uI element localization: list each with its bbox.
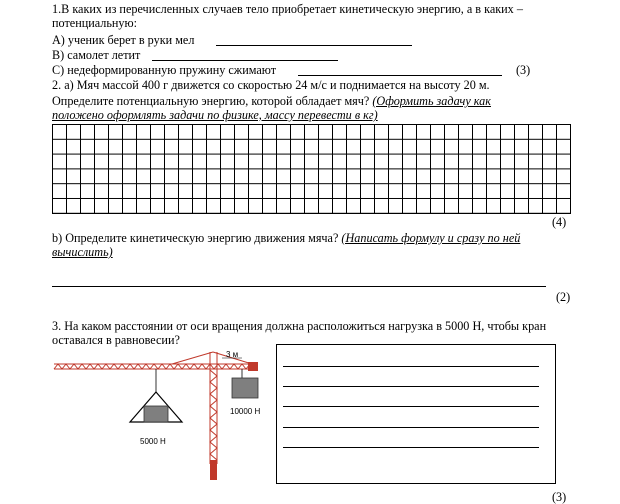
answer-grid[interactable]: [52, 124, 571, 214]
q1-line2: потенциальную:: [52, 16, 138, 30]
q2b-answer-line[interactable]: [52, 286, 546, 287]
q2b-hint-part1: (Написать формулу и сразу по ней: [341, 231, 521, 245]
distance-label: 3 м: [226, 350, 239, 359]
q3-answer-line-1[interactable]: [283, 366, 539, 367]
q2-hint-part1: (Оформить задачу как: [372, 94, 491, 108]
q2-question: Определите потенциальную энергию, которой обладает мяч?: [52, 94, 370, 108]
q2-grid-score: (4): [552, 215, 567, 229]
q2-hint-part2: положено оформлять задачи по физике, массу перевести в кг): [52, 108, 378, 122]
weight-5000-label: 5000 Н: [140, 437, 166, 446]
q1-answer-line-c[interactable]: [298, 75, 502, 76]
weight-5000-block: [144, 406, 168, 422]
q1-line1: 1.В каких из перечисленных случаев тело приобретает кинетическую энергию, а в каких –: [52, 2, 523, 16]
q3-line1: 3. На каком расстоянии от оси вращения должна расположиться нагрузка в 5000 Н, чтобы кран: [52, 319, 547, 333]
q2b-line1: [52, 231, 520, 245]
weight-10000-block: [232, 378, 258, 398]
crane-jib: [54, 364, 252, 369]
q2b-question: b) Определите кинетическую энергию движения мяча?: [52, 231, 339, 245]
q2b-score: (2): [556, 290, 571, 304]
q2-line1: 2. а) Мяч массой 400 г движется со скоростью 24 м/с и поднимается на высоту 20 м.: [52, 78, 490, 92]
q3-answer-box[interactable]: [276, 344, 556, 484]
q1-answer-line-b[interactable]: [152, 60, 338, 61]
crane-diagram: [52, 348, 266, 480]
q3-answer-line-2[interactable]: [283, 386, 539, 387]
q3-answer-line-5[interactable]: [283, 447, 539, 448]
weight-10000-label: 10000 Н: [230, 407, 261, 416]
q2b-hint-part2: вычислить): [52, 245, 113, 259]
crane-base: [210, 460, 217, 480]
q1-option-b: В) самолет летит: [52, 48, 141, 62]
q3-line2: оставался в равновесии?: [52, 333, 180, 347]
q2-line2: [52, 94, 491, 108]
q3-score: (3): [552, 490, 567, 504]
q3-answer-line-3[interactable]: [283, 406, 539, 407]
q1-score: (3): [516, 63, 531, 77]
q1-option-a: А) ученик берет в руки мел: [52, 33, 195, 47]
q3-answer-line-4[interactable]: [283, 427, 539, 428]
q1-answer-line-a[interactable]: [216, 45, 412, 46]
q1-option-c: С) недеформированную пружину сжимают: [52, 63, 277, 77]
jib-end-block: [248, 362, 258, 371]
